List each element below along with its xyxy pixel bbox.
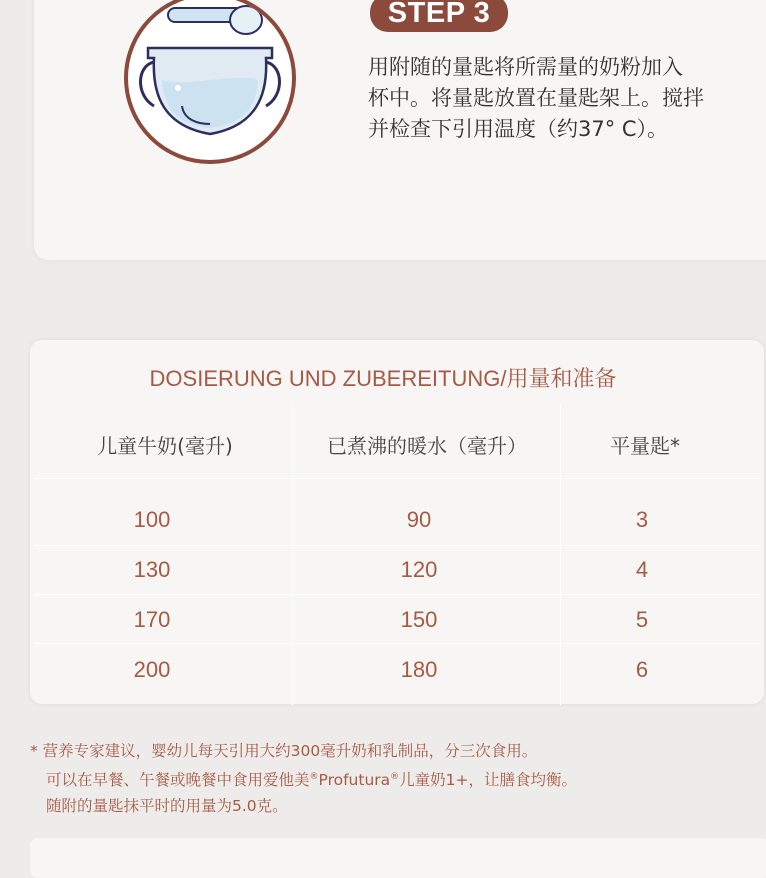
step-instructions	[368, 52, 748, 145]
table-cell: 5	[635, 607, 649, 632]
step-line: 用附随的量匙将所需量的奶粉加入	[368, 55, 683, 79]
row-divider	[34, 594, 760, 595]
header-child-milk: 儿童牛奶(毫升)	[97, 434, 233, 458]
measuring-cup-illustration	[124, 0, 296, 164]
footnotes	[30, 738, 577, 819]
table-cell: 4	[635, 557, 649, 582]
row-divider	[34, 478, 760, 479]
table-cell: 200	[133, 657, 171, 682]
step-line: 杯中。将量匙放置在量匙架上。搅拌	[368, 86, 704, 110]
table-cell: 120	[400, 557, 438, 582]
cup-scoop-icon	[128, 0, 292, 160]
table-cell: 90	[406, 507, 432, 532]
footnote-line: * 营养专家建议，婴幼儿每天引用大约300毫升奶和乳制品，分三次食用。	[30, 742, 538, 760]
table-cell: 100	[133, 507, 171, 532]
step-badge: STEP 3	[370, 0, 508, 32]
column-divider	[292, 405, 293, 705]
table-cell: 3	[635, 507, 649, 532]
step-line: 并检查下引用温度（约37° C）。	[368, 117, 669, 141]
header-warm-water: 已煮沸的暖水（毫升）	[327, 434, 527, 458]
table-cell: 180	[400, 657, 438, 682]
row-divider	[34, 643, 760, 644]
table-cell: 170	[133, 607, 171, 632]
table-title: DOSIERUNG UND ZUBEREITUNG/用量和准备	[149, 366, 617, 391]
next-card	[30, 838, 766, 878]
registered-mark: ®	[390, 772, 400, 782]
header-level-scoops: 平量匙*	[610, 434, 680, 458]
column-divider	[560, 405, 561, 705]
footnote-text: 儿童奶1+，让膳食均衡。	[399, 771, 578, 790]
registered-mark: ®	[309, 772, 319, 782]
footnote-text: 可以在早餐、午餐或晚餐中食用爱他美	[46, 771, 310, 790]
table-cell: 150	[400, 607, 438, 632]
footnote-line: 随附的量匙抹平时的用量为5.0克。	[46, 797, 288, 816]
table-cell: 6	[635, 657, 649, 682]
brand-name: Profutura	[318, 771, 391, 790]
footnote-line	[30, 764, 577, 793]
table-cell: 130	[133, 557, 171, 582]
row-divider	[34, 545, 760, 546]
